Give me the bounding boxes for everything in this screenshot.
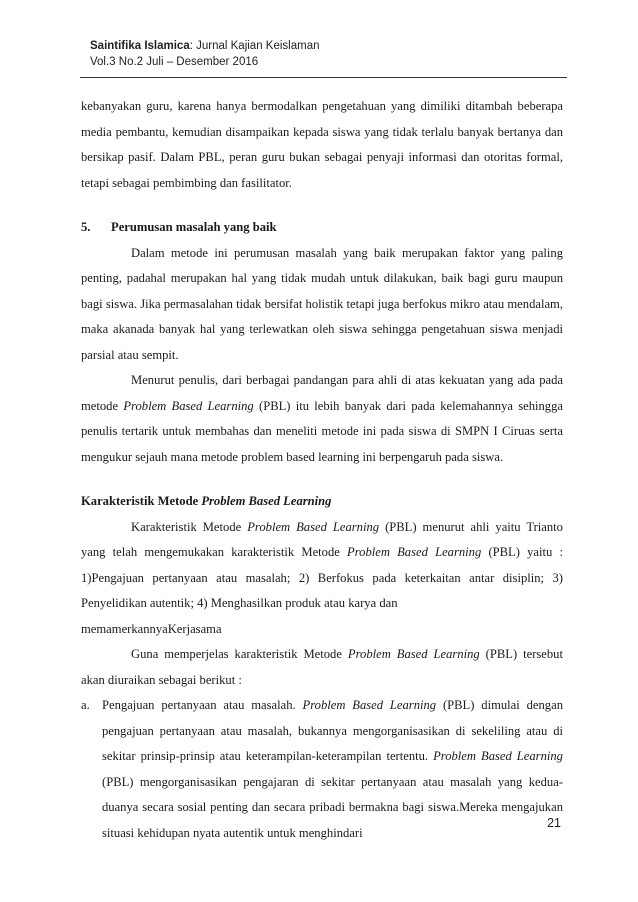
- list-item-a: [81, 693, 563, 846]
- text-run: (PBL) tersebut akan diuraikan sebagai berikut :: [81, 647, 563, 687]
- text-run: (PBL) mengorganisasikan pengajaran di sekitar pertanyaan atau masalah yang kedua-duanya secara sosial penting dan secara pribadi bermakna bagi siswa.Mereka mengajukan situasi kehidupan nyata autentik untuk menghindari: [102, 774, 563, 840]
- text-run: Karakteristik Metode: [131, 519, 248, 534]
- text-run: (PBL) yaitu : 1)Pengajuan pertanyaan atau masalah; 2) Berfokus pada keterkaitan antar disiplin; 3) Penyelidikan autentik; 4) Menghasilkan produk atau karya dan: [81, 545, 563, 610]
- paragraph-author-opinion: [81, 368, 563, 470]
- section-heading-5: [81, 215, 563, 241]
- text-run: (PBL) itu lebih banyak dari pada kelemahannya sehingga penulis tertarik untuk membahas dan meneliti metode ini pada siswa di SMPN I Ciruas serta mengukur sejauh mana metode problem based learning ini berpengaruh pada siswa.: [81, 398, 563, 464]
- text-run: (PBL) dimulai dengan pengajuan pertanyaan atau masalah, bukannya mengorganisasikan di sekeliling atau di sekitar prinsip-prinsip atau keterampilan-keterampilan tertentu.: [102, 698, 563, 763]
- journal-title-line: [90, 38, 319, 54]
- list-label: a.: [81, 698, 90, 712]
- heading-text: Karakteristik Metode: [81, 494, 202, 508]
- text-run: Guna memperjelas karakteristik Metode: [131, 647, 348, 661]
- running-header: [90, 38, 319, 70]
- journal-name: Saintifika Islamica: [90, 40, 190, 52]
- spacer: [81, 196, 563, 215]
- paragraph-explanation-intro: [81, 642, 563, 693]
- section-title: Perumusan masalah yang baik: [111, 220, 277, 234]
- text-run: Menurut penulis, dari berbagai pandangan para ahli di atas kekuatan yang ada pada metode: [81, 373, 563, 413]
- emphasis-pbl: Problem Based Learning: [433, 749, 563, 763]
- emphasis-pbl: Problem Based Learning: [247, 519, 380, 534]
- paragraph-continuation: kebanyakan guru, karena hanya bermodalkan pengetahuan yang dimiliki ditambah beberapa media pembantu, kemudian disampaikan kepada siswa yang tidak terlalu banyak bertanya dan bersikap pasif. Dalam PBL, peran guru bukan sebagai penyaji informasi dan otoritas formal, tetapi sebagai pembimbing dan fasilitator.: [81, 99, 563, 190]
- section-number: 5.: [81, 220, 91, 234]
- emphasis-pbl: Problem Based Learning: [347, 647, 480, 661]
- paragraph-characteristics: [81, 515, 563, 617]
- spacer: [81, 470, 563, 489]
- page-number: 21: [547, 816, 561, 830]
- paragraph-problem-formulation: Dalam metode ini perumusan masalah yang baik merupakan faktor yang paling penting, padahal merupakan hal yang tidak mudah untuk dilakukan, baik bagi guru maupun bagi siswa. Jika permasalahan tidak bersifat holistik tetapi juga berfokus mikro atau mendalam, maka akanada banyak hal yang terlewatkan oleh siswa sehingga pengetahuan siswa menjadi parsial atau sempit.: [81, 245, 563, 362]
- text-run: (PBL) menurut ahli yaitu Trianto yang telah mengemukakan karakteristik Metode: [81, 519, 563, 559]
- page-body: [81, 94, 563, 846]
- text-run: Pengajuan pertanyaan atau masalah.: [102, 698, 303, 712]
- heading-emphasis: Problem Based Learning: [201, 494, 332, 508]
- emphasis-pbl: Problem Based Learning: [123, 398, 254, 413]
- header-divider: [80, 77, 567, 78]
- emphasis-pbl: Problem Based Learning: [347, 545, 482, 559]
- section-heading-characteristics: [81, 489, 563, 515]
- paragraph-characteristics-end: memamerkannyaKerjasama: [81, 621, 222, 636]
- journal-volume: Vol.3 No.2 Juli – Desember 2016: [90, 56, 259, 68]
- journal-subtitle: : Jurnal Kajian Keislaman: [189, 40, 320, 52]
- emphasis-pbl: Problem Based Learning: [302, 698, 437, 712]
